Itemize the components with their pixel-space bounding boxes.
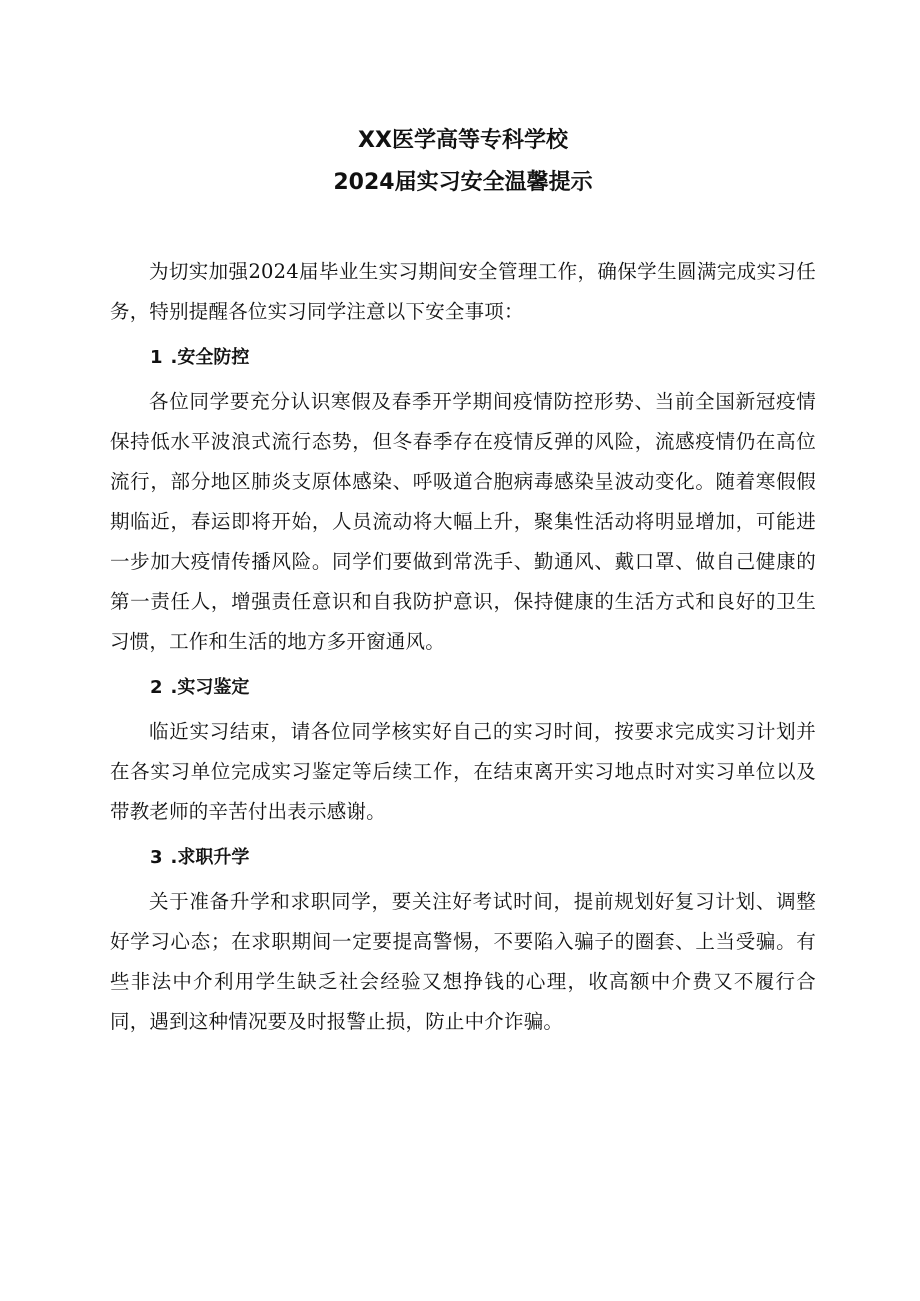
- section-title: .求职升学: [170, 847, 250, 868]
- section-heading-2: [110, 668, 816, 708]
- section-body-2: 临近实习结束，请各位同学核实好自己的实习时间，按要求完成实习计划并在各实习单位完成实习鉴定等后续工作，在结束离开实习地点时对实习单位以及带教老师的辛苦付出表示感谢。: [110, 720, 816, 823]
- section-body-3: 关于准备升学和求职同学，要关注好考试时间，提前规划好复习计划、调整好学习心态；在求职期间一定要提高警惕，不要陷入骗子的圈套、上当受骗。有些非法中介利用学生缺乏社会经验又想挣钱的心理，收高额中介费又不履行合同，遇到这种情况要及时报警止损，防止中介诈骗。: [110, 890, 816, 1033]
- title-line-2: 2024届实习安全温馨提示: [333, 170, 593, 195]
- section-number: 2: [150, 677, 163, 698]
- title-line-1: XX医学高等专科学校: [358, 128, 568, 153]
- section-heading-1: [110, 338, 816, 378]
- section-number: 3: [150, 847, 163, 868]
- title-block: [110, 120, 816, 204]
- section-title: .安全防控: [170, 347, 250, 368]
- intro-paragraph: 为切实加强2024届毕业生实习期间安全管理工作，确保学生圆满完成实习任务，特别提醒各位实习同学注意以下安全事项：: [110, 260, 816, 323]
- section-heading-3: [110, 838, 816, 878]
- section-body-1: 各位同学要充分认识寒假及春季开学期间疫情防控形势、当前全国新冠疫情保持低水平波浪式流行态势，但冬春季存在疫情反弹的风险，流感疫情仍在高位流行，部分地区肺炎支原体感染、呼吸道合胞病毒感染呈波动变化。随着寒假假期临近，春运即将开始，人员流动将大幅上升，聚集性活动将明显增加，可能进一步加大疫情传播风险。同学们要做到常洗手、勤通风、戴口罩、做自己健康的第一责任人，增强责任意识和自我防护意识，保持健康的生活方式和良好的卫生习惯，工作和生活的地方多开窗通风。: [110, 390, 816, 653]
- section-number: 1: [150, 347, 163, 368]
- section-title: .实习鉴定: [170, 677, 250, 698]
